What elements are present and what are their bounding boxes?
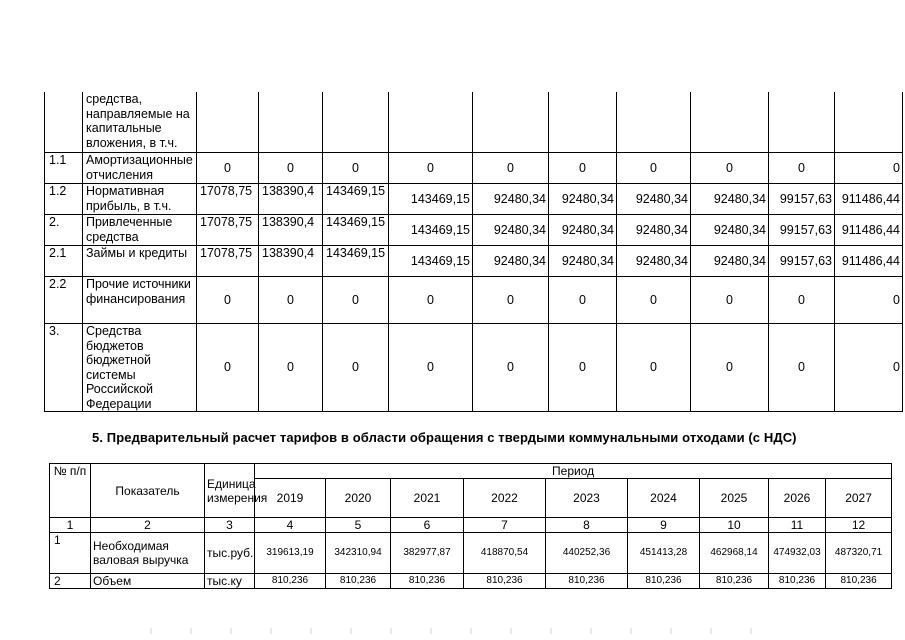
column-index: 9 <box>628 518 700 533</box>
row-value: 99157,63 <box>769 215 835 246</box>
row-number: 2. <box>45 215 83 246</box>
row-value: 143469,15 <box>389 215 473 246</box>
row-value: 92480,34 <box>691 246 769 277</box>
row-value: 0 <box>835 277 903 324</box>
row-number <box>45 92 83 153</box>
upper-table-row <box>45 215 903 246</box>
row-value: 92480,34 <box>617 246 691 277</box>
row-value: 810,236 <box>628 574 700 589</box>
column-index: 10 <box>700 518 769 533</box>
row-value: 382977,87 <box>391 533 464 574</box>
column-index: 11 <box>769 518 826 533</box>
row-value: 0 <box>769 277 835 324</box>
column-index: 4 <box>255 518 326 533</box>
column-index: 5 <box>326 518 391 533</box>
row-value: 451413,28 <box>628 533 700 574</box>
row-value: 0 <box>835 324 903 412</box>
row-value: 0 <box>769 324 835 412</box>
row-value: 143469,15 <box>323 246 389 277</box>
row-indicator: Займы и кредиты <box>83 246 197 277</box>
row-value: 0 <box>323 153 389 184</box>
column-index: 1 <box>50 518 91 533</box>
scan-artifacts <box>150 628 770 634</box>
row-value: 0 <box>197 324 259 412</box>
row-value: 92480,34 <box>549 184 617 215</box>
row-value: 92480,34 <box>473 215 549 246</box>
row-value: 92480,34 <box>549 246 617 277</box>
row-value <box>617 92 691 153</box>
row-unit: тыс.руб. <box>205 533 255 574</box>
row-value <box>197 92 259 153</box>
row-value: 0 <box>259 324 323 412</box>
row-value: 143469,15 <box>389 184 473 215</box>
row-number: 3. <box>45 324 83 412</box>
row-value: 99157,63 <box>769 184 835 215</box>
lower-table-row <box>50 574 892 589</box>
row-indicator: Прочие источники финансирования <box>83 277 197 324</box>
row-number: 1.2 <box>45 184 83 215</box>
row-value: 911486,44 <box>835 215 903 246</box>
row-value: 487320,71 <box>826 533 892 574</box>
row-value: 138390,4 <box>259 184 323 215</box>
lower-table-row <box>50 533 892 574</box>
row-value: 0 <box>389 324 473 412</box>
row-value: 138390,4 <box>259 215 323 246</box>
header-year: 2026 <box>769 479 826 518</box>
row-indicator: Средства бюджетов бюджетной системы Российской Федерации <box>83 324 197 412</box>
header-year: 2021 <box>391 479 464 518</box>
row-value: 92480,34 <box>691 184 769 215</box>
row-value: 462968,14 <box>700 533 769 574</box>
row-value: 810,236 <box>546 574 628 589</box>
row-unit: тыс.ку <box>205 574 255 589</box>
row-indicator: Нормативная прибыль, в т.ч. <box>83 184 197 215</box>
row-value: 143469,15 <box>389 246 473 277</box>
row-value: 810,236 <box>826 574 892 589</box>
header-period: Период <box>255 464 892 479</box>
header-year: 2020 <box>326 479 391 518</box>
row-indicator: Привлеченные средства <box>83 215 197 246</box>
row-value: 0 <box>549 324 617 412</box>
row-value <box>473 92 549 153</box>
row-value: 0 <box>323 324 389 412</box>
row-value: 0 <box>259 277 323 324</box>
row-value <box>389 92 473 153</box>
row-value: 319613,19 <box>255 533 326 574</box>
upper-table-row <box>45 153 903 184</box>
row-value: 342310,94 <box>326 533 391 574</box>
row-value <box>549 92 617 153</box>
row-value: 0 <box>691 277 769 324</box>
row-value: 92480,34 <box>549 215 617 246</box>
row-value <box>323 92 389 153</box>
header-num: № п/п <box>50 464 91 518</box>
row-number: 2.1 <box>45 246 83 277</box>
row-value: 810,236 <box>391 574 464 589</box>
column-index: 12 <box>826 518 892 533</box>
row-value: 810,236 <box>464 574 546 589</box>
row-value <box>769 92 835 153</box>
column-index: 7 <box>464 518 546 533</box>
row-value: 0 <box>549 277 617 324</box>
column-index: 2 <box>91 518 205 533</box>
row-value: 0 <box>473 324 549 412</box>
row-value: 810,236 <box>769 574 826 589</box>
upper-table-row <box>45 324 903 412</box>
row-value: 0 <box>473 277 549 324</box>
header-year: 2019 <box>255 479 326 518</box>
header-year: 2024 <box>628 479 700 518</box>
upper-table-row <box>45 246 903 277</box>
header-year: 2022 <box>464 479 546 518</box>
row-value: 810,236 <box>326 574 391 589</box>
row-value: 17078,75 <box>197 184 259 215</box>
header-year: 2025 <box>700 479 769 518</box>
row-value: 92480,34 <box>473 246 549 277</box>
header-year: 2027 <box>826 479 892 518</box>
row-value: 810,236 <box>255 574 326 589</box>
row-value <box>259 92 323 153</box>
row-value: 474932,03 <box>769 533 826 574</box>
row-value: 143469,15 <box>323 215 389 246</box>
row-value: 0 <box>691 153 769 184</box>
row-value <box>691 92 769 153</box>
row-value: 0 <box>617 277 691 324</box>
row-number: 1.1 <box>45 153 83 184</box>
tariff-calculation-table <box>49 463 892 589</box>
row-value: 99157,63 <box>769 246 835 277</box>
row-value: 0 <box>259 153 323 184</box>
row-value: 810,236 <box>700 574 769 589</box>
row-value: 0 <box>197 153 259 184</box>
row-value: 418870,54 <box>464 533 546 574</box>
row-value: 17078,75 <box>197 215 259 246</box>
row-value: 0 <box>549 153 617 184</box>
row-value: 92480,34 <box>473 184 549 215</box>
row-value: 92480,34 <box>691 215 769 246</box>
row-value: 911486,44 <box>835 184 903 215</box>
header-row-1 <box>50 464 892 479</box>
row-number: 2.2 <box>45 277 83 324</box>
row-number: 2 <box>50 574 91 589</box>
column-index: 6 <box>391 518 464 533</box>
row-value: 138390,4 <box>259 246 323 277</box>
row-value: 0 <box>835 153 903 184</box>
column-index: 8 <box>546 518 628 533</box>
header-indicator: Показатель <box>91 464 205 518</box>
row-indicator: Необходимая валовая выручка <box>91 533 205 574</box>
row-indicator: Объем <box>91 574 205 589</box>
row-value: 92480,34 <box>617 184 691 215</box>
upper-table-row <box>45 277 903 324</box>
row-value: 17078,75 <box>197 246 259 277</box>
capital-investment-table <box>44 92 903 412</box>
row-value: 911486,44 <box>835 246 903 277</box>
row-value: 0 <box>769 153 835 184</box>
upper-table-row <box>45 92 903 153</box>
row-value: 0 <box>617 153 691 184</box>
row-value: 440252,36 <box>546 533 628 574</box>
row-value: 0 <box>323 277 389 324</box>
header-unit: Единица измерения <box>205 464 255 518</box>
section-title: 5. Предварительный расчет тарифов в области обращения с твердыми коммунальными отходами (с НДС) <box>92 430 797 445</box>
row-indicator: Амортизационные отчисления <box>83 153 197 184</box>
row-number: 1 <box>50 533 91 574</box>
upper-table-row <box>45 184 903 215</box>
header-year: 2023 <box>546 479 628 518</box>
row-value: 92480,34 <box>617 215 691 246</box>
row-value: 0 <box>691 324 769 412</box>
row-value <box>835 92 903 153</box>
column-index-row <box>50 518 892 533</box>
column-index: 3 <box>205 518 255 533</box>
row-value: 0 <box>617 324 691 412</box>
row-value: 0 <box>389 153 473 184</box>
row-value: 143469,15 <box>323 184 389 215</box>
row-value: 0 <box>197 277 259 324</box>
row-indicator: средства, направляемые на капитальные вложения, в т.ч. <box>83 92 197 153</box>
row-value: 0 <box>389 277 473 324</box>
row-value: 0 <box>473 153 549 184</box>
